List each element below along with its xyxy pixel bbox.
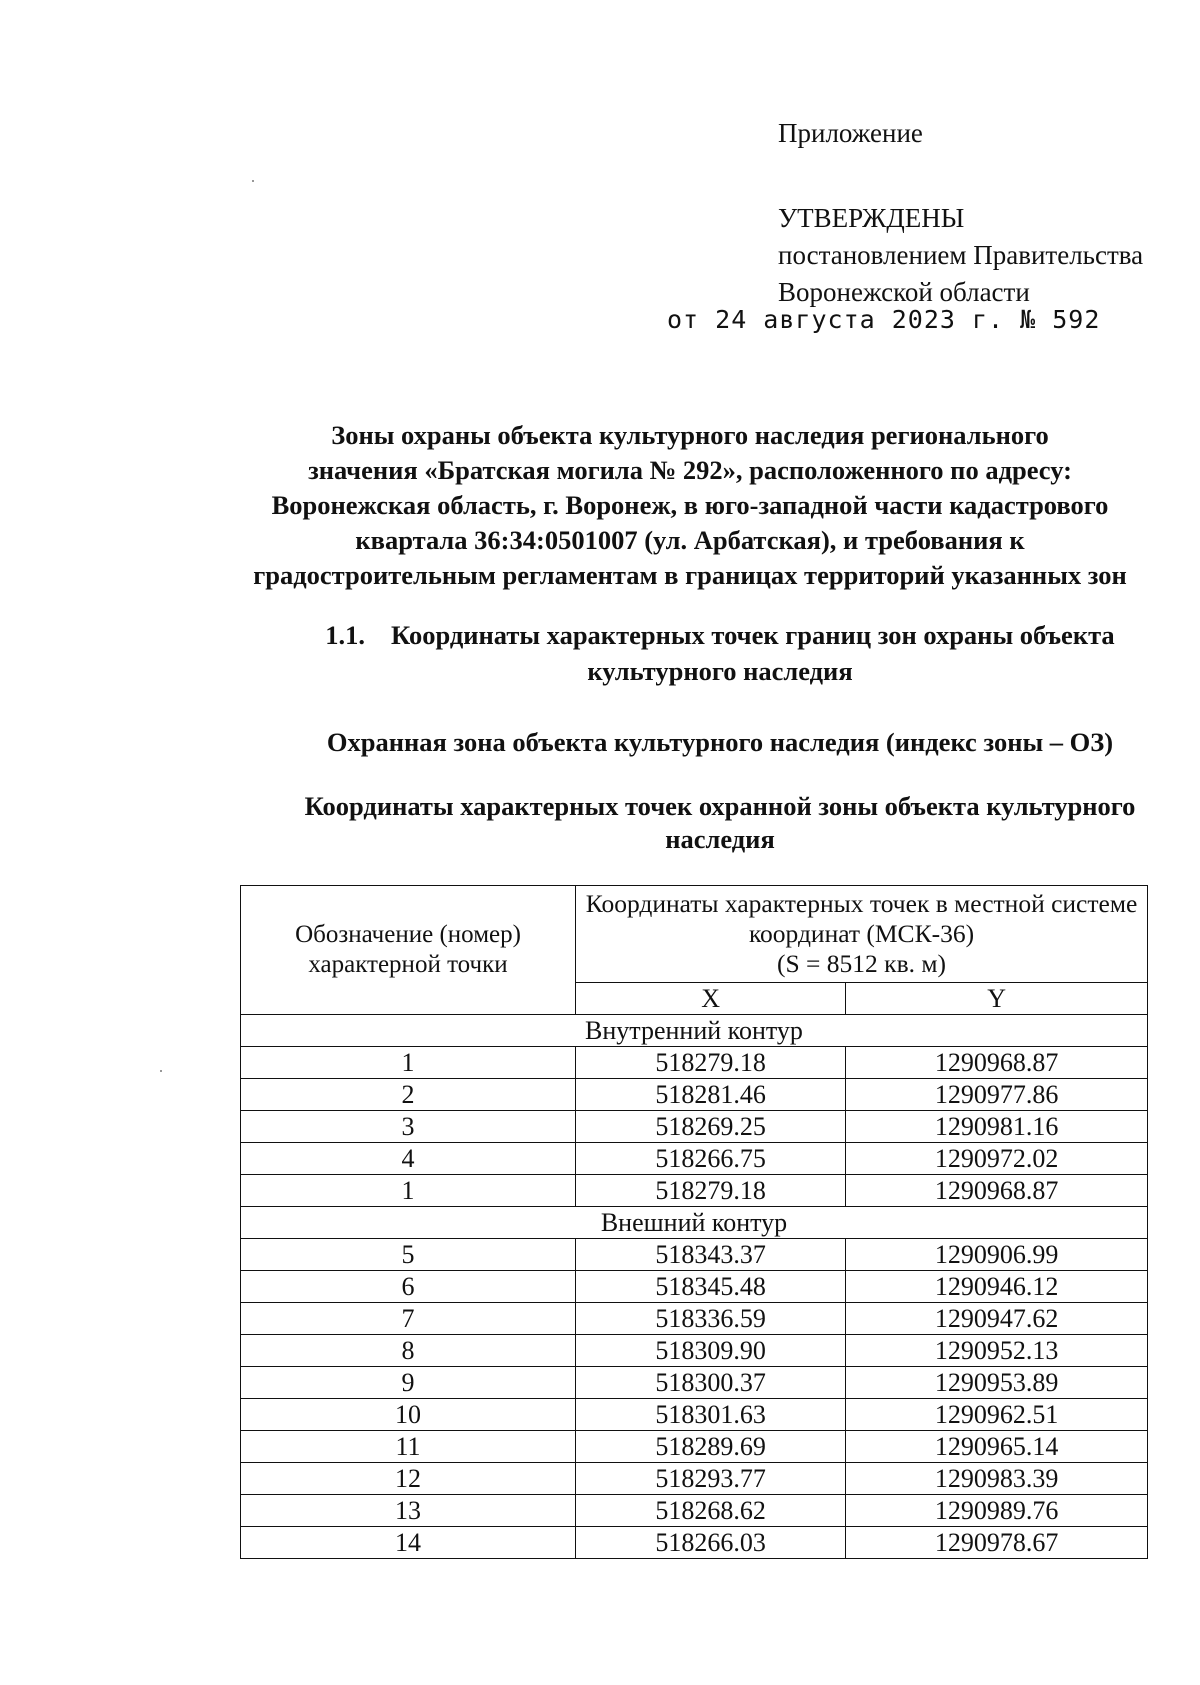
coordinate-y: 1290978.67 xyxy=(846,1527,1148,1559)
coordinate-y: 1290962.51 xyxy=(846,1399,1148,1431)
table-row xyxy=(241,1367,1148,1399)
coordinate-y: 1290977.86 xyxy=(846,1079,1148,1111)
approval-block xyxy=(778,200,1143,311)
point-number: 9 xyxy=(241,1367,576,1399)
zone-heading: Охранная зона объекта культурного наследия (индекс зоны – ОЗ) xyxy=(326,727,1114,757)
coordinate-x: 518279.18 xyxy=(576,1175,846,1207)
coordinate-y: 1290981.16 xyxy=(846,1111,1148,1143)
coordinate-x: 518279.18 xyxy=(576,1047,846,1079)
section-number: 1.1. xyxy=(325,620,366,650)
coordinate-y: 1290947.62 xyxy=(846,1303,1148,1335)
coordinate-x: 518281.46 xyxy=(576,1079,846,1111)
appendix-label: Приложение xyxy=(778,118,923,148)
approval-line: постановлением Правительства xyxy=(778,240,1144,270)
point-number: 10 xyxy=(241,1399,576,1431)
point-number: 6 xyxy=(241,1271,576,1303)
coordinate-y: 1290946.12 xyxy=(846,1271,1148,1303)
point-number: 13 xyxy=(241,1495,576,1527)
point-number: 1 xyxy=(241,1175,576,1207)
document-title xyxy=(200,418,1180,593)
point-number: 2 xyxy=(241,1079,576,1111)
coordinate-x: 518289.69 xyxy=(576,1431,846,1463)
coordinate-x: 518309.90 xyxy=(576,1335,846,1367)
column-header-designation: Обозначение (номер) характерной точки xyxy=(241,886,576,1015)
section-text: Координаты характерных точек границ зон охраны объекта культурного наследия xyxy=(391,620,1115,686)
table-row xyxy=(241,1431,1148,1463)
coordinate-y: 1290968.87 xyxy=(846,1175,1148,1207)
coordinate-y: 1290906.99 xyxy=(846,1239,1148,1271)
approval-line: Воронежской области xyxy=(778,277,1030,307)
table-row xyxy=(241,1527,1148,1559)
scan-speck xyxy=(252,180,254,182)
table-row xyxy=(241,1463,1148,1495)
area-caption: (S = 8512 кв. м) xyxy=(777,949,946,978)
scan-speck xyxy=(160,1070,162,1072)
table-row xyxy=(241,1111,1148,1143)
coordinate-y: 1290953.89 xyxy=(846,1367,1148,1399)
title-line: значения «Братская могила № 292», расположенного по адресу: xyxy=(308,455,1072,485)
title-line: квартала 36:34:0501007 (ул. Арбатская), и требования к xyxy=(355,525,1025,555)
table-row xyxy=(241,1175,1148,1207)
point-number: 11 xyxy=(241,1431,576,1463)
coordinate-y: 1290968.87 xyxy=(846,1047,1148,1079)
coordinates-table xyxy=(240,885,1148,1559)
table-row xyxy=(241,1399,1148,1431)
coordinate-x: 518300.37 xyxy=(576,1367,846,1399)
table-row xyxy=(241,1079,1148,1111)
title-line: Зоны охраны объекта культурного наследия регионального xyxy=(331,420,1049,450)
table-row xyxy=(241,1143,1148,1175)
coordinate-x: 518266.75 xyxy=(576,1143,846,1175)
table-row xyxy=(241,1495,1148,1527)
coordinate-x: 518343.37 xyxy=(576,1239,846,1271)
coordinates-caption: Координаты характерных точек в местной системе координат (МСК-36) xyxy=(585,889,1138,948)
column-header-x: X xyxy=(576,983,846,1015)
point-number: 8 xyxy=(241,1335,576,1367)
table-row xyxy=(241,1335,1148,1367)
section-heading xyxy=(250,617,1190,689)
coordinate-y: 1290952.13 xyxy=(846,1335,1148,1367)
column-header-y: Y xyxy=(846,983,1148,1015)
table-row xyxy=(241,1303,1148,1335)
table-body xyxy=(241,1015,1148,1559)
approval-line: УТВЕРЖДЕНЫ xyxy=(778,203,965,233)
coordinate-x: 518293.77 xyxy=(576,1463,846,1495)
coordinate-x: 518336.59 xyxy=(576,1303,846,1335)
section-title: Внутренний контур xyxy=(241,1015,1148,1047)
point-number: 4 xyxy=(241,1143,576,1175)
section-row xyxy=(241,1015,1148,1047)
title-line: градостроительным регламентам в границах территорий указанных зон xyxy=(253,560,1127,590)
title-line: Воронежская область, г. Воронеж, в юго-западной части кадастрового xyxy=(271,490,1109,520)
coordinate-y: 1290965.14 xyxy=(846,1431,1148,1463)
point-number: 14 xyxy=(241,1527,576,1559)
point-number: 7 xyxy=(241,1303,576,1335)
coordinate-x: 518301.63 xyxy=(576,1399,846,1431)
section-title: Внешний контур xyxy=(241,1207,1148,1239)
point-number: 3 xyxy=(241,1111,576,1143)
table-row xyxy=(241,1239,1148,1271)
table-row xyxy=(241,1047,1148,1079)
point-number: 1 xyxy=(241,1047,576,1079)
coordinate-x: 518266.03 xyxy=(576,1527,846,1559)
decree-date: от 24 августа 2023 г. № 592 xyxy=(667,305,1101,334)
coordinate-x: 518269.25 xyxy=(576,1111,846,1143)
coordinate-y: 1290972.02 xyxy=(846,1143,1148,1175)
table-row xyxy=(241,1271,1148,1303)
point-number: 12 xyxy=(241,1463,576,1495)
table-heading: Координаты характерных точек охранной зоны объекта культурного наследия xyxy=(304,791,1136,854)
section-row xyxy=(241,1207,1148,1239)
point-number: 5 xyxy=(241,1239,576,1271)
coordinate-y: 1290983.39 xyxy=(846,1463,1148,1495)
coordinate-x: 518345.48 xyxy=(576,1271,846,1303)
column-header-coordinates xyxy=(576,886,1148,983)
coordinate-y: 1290989.76 xyxy=(846,1495,1148,1527)
coordinate-x: 518268.62 xyxy=(576,1495,846,1527)
